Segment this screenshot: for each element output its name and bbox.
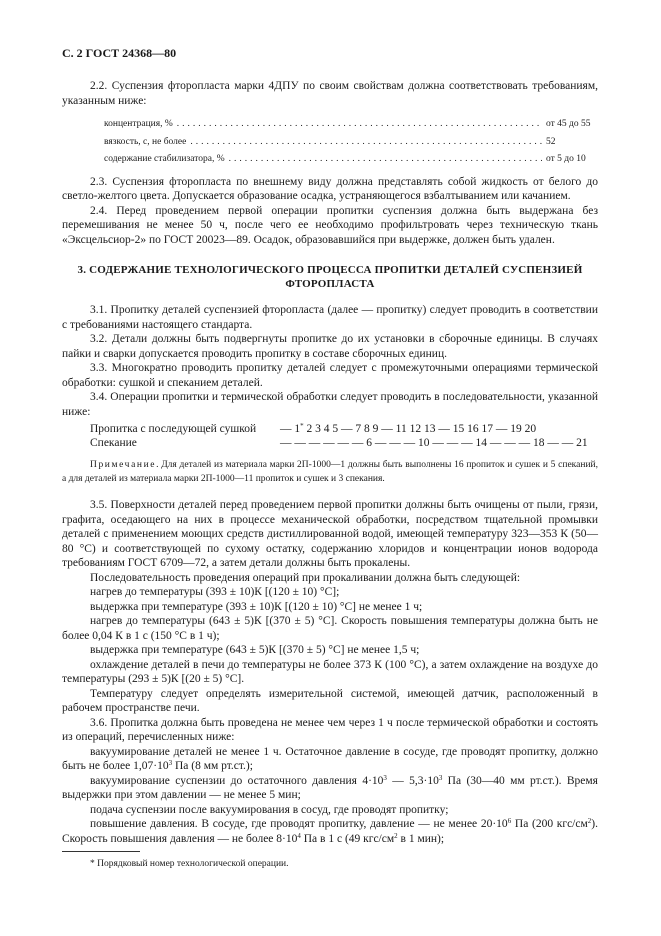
paragraph-3-4: 3.4. Операции пропитки и термической обработки следует проводить в последовательности, указанной ниже: bbox=[62, 391, 598, 418]
operation-pressure: повышение давления. В сосуде, где проводят пропитку, давление — не менее $20\cdot 10^6$ Па (200 кгс/$см^2$). Скорость повышения давления — не более $8\cdot 10^4$ Па в 1 с (49 кгс/$см^2$ в 1 мин); bbox=[62, 817, 598, 845]
dot-leader bbox=[177, 116, 542, 134]
paragraph-3-5: 3.5. Поверхности деталей перед проведением первой пропитки должны быть очищены от пыли, грязи, графита, оседающего на них в процессе механической обработки, посредством тщательной промывки деталей с применением моющих средств дистиллированной водой, имеющей температуру 323—353 К (50—80 °С) и соответствующей по сухому остатку, содержанию хлоридов и концентрации ионов водорода требованиям ГОСТ 6709—72, а затем детали должны быть прокалены. bbox=[62, 499, 598, 569]
calcination-step: выдержка при температуре (643 ± 5)К [(370 ± 5) °С] не менее 1,5 ч; bbox=[90, 644, 420, 656]
paragraph-2-2: 2.2. Суспензия фторопласта марки 4ДПУ по своим свойствам должна соответствовать требованиям, указанным ниже: bbox=[62, 80, 598, 107]
calcination-step: нагрев до температуры (393 ± 10)К [(120 ± 10) °С]; bbox=[90, 586, 340, 598]
operation-vacuum-parts: вакуумирование деталей не менее 1 ч. Остаточное давление в сосуде, где проводят пропитку, должно быть не более $1,07\cdot 10^3$ Па (8 мм рт.ст.); bbox=[62, 745, 598, 772]
calcination-step: охлаждение деталей в печи до температуры не более 373 К (100 °С), а затем охлаждение на воздухе до температуры (293 ± 5)К [(20 ± 5) °С]. bbox=[62, 658, 598, 685]
schedule-label-impregnation: Пропитка с последующей сушкой bbox=[90, 423, 257, 435]
footnote-mark: * bbox=[300, 422, 304, 430]
schedule-label-sintering: Спекание bbox=[90, 437, 137, 449]
operation-schedule bbox=[90, 422, 598, 450]
calcination-intro: Последовательность проведения операций при прокаливании должна быть следующей: bbox=[90, 571, 521, 584]
footnote-divider bbox=[62, 851, 140, 852]
paragraph-2-3: 2.3. Суспензия фторопласта по внешнему виду должна представлять собой жидкость от белого до светло-желтого цвета. Допускается образование осадка, устраняющегося взбалтыванием или качанием. bbox=[62, 175, 598, 202]
requirement-value: от 5 до 10 bbox=[546, 154, 586, 164]
document-page bbox=[62, 46, 598, 871]
requirement-label: содержание стабилизатора, % bbox=[104, 154, 225, 164]
footnote: * Порядковый номер технологической операции. bbox=[90, 859, 289, 869]
requirement-row bbox=[104, 151, 598, 169]
schedule-seq-sintering: — — — — — — 6 — — — 10 — — — 14 — — — 18 — — 21 bbox=[280, 437, 588, 449]
dot-leader bbox=[229, 151, 542, 169]
section-title: 3. СОДЕРЖАНИЕ ТЕХНОЛОГИЧЕСКОГО ПРОЦЕССА ПРОПИТКИ ДЕТАЛЕЙ СУСПЕНЗИЕЙ ФТОРОПЛАСТА bbox=[77, 264, 583, 290]
requirement-label: концентрация, % bbox=[104, 119, 173, 129]
paragraph-3-2: 3.2. Детали должны быть подвергнуты пропитке до их установки в сборочные единицы. В случаях пайки и сварки допускается проводить пропитку в составе сборочных единиц. bbox=[62, 333, 598, 360]
operation-feed: подача суспензии после вакуумирования в сосуд, где проводят пропитку; bbox=[90, 803, 449, 816]
paragraph-3-6: 3.6. Пропитка должна быть проведена не менее чем через 1 ч после термической обработки и состоять из операций, перечисленных ниже: bbox=[62, 716, 598, 743]
paragraph-3-1: 3.1. Пропитку деталей суспензией фторопласта (далее — пропитку) следует проводить в соответствии с требованиями настоящего стандарта. bbox=[62, 304, 598, 331]
requirement-label: вязкость, с, не более bbox=[104, 136, 187, 147]
note-label: Примечание bbox=[90, 460, 157, 470]
requirement-value: 52 bbox=[546, 136, 556, 147]
page-header: С. 2 ГОСТ 24368—80 bbox=[62, 46, 177, 60]
note-text: . Для деталей из материала марки 2П-1000—1 должны быть выполнены 16 пропиток и сушек и 5 спеканий, а для деталей из материала марки 2П-1000—11 пропиток и сушек и 3 спекания. bbox=[62, 460, 598, 484]
dot-leader bbox=[190, 134, 542, 152]
requirement-row bbox=[104, 134, 598, 152]
requirements-list bbox=[104, 116, 598, 169]
temperature-note: Температуру следует определять измерительной системой, имеющей датчик, расположенный в рабочем пространстве печи. bbox=[62, 687, 598, 714]
paragraph-2-4: 2.4. Перед проведением первой операции пропитки суспензия должна быть выдержана без перемешивания не менее 50 ч, после чего ее необходимо профильтровать через техническую ткань «Эксцельсиор-2» по ГОСТ 20023—89. Осадок, образовавшийся при выдержке, должен быть удален. bbox=[62, 204, 598, 246]
operation-vacuum-suspension: вакуумирование суспензии до остаточного давления $4\cdot 10^3$ — $5,3\cdot 10^3$ Па (30—40 мм рт.ст.). Время выдержки при этом давлении — не менее 5 мин; bbox=[62, 773, 598, 801]
paragraph-3-3: 3.3. Многократно проводить пропитку деталей следует с промежуточными операциями термической обработки: сушкой и спеканием деталей. bbox=[62, 362, 598, 389]
requirement-value: от 45 до 55 bbox=[546, 119, 591, 129]
calcination-step: выдержка при температуре (393 ± 10)К [(120 ± 10) °С] не менее 1 ч; bbox=[90, 600, 423, 613]
schedule-seq-impregnation: — 1* 2 3 4 5 — 7 8 9 — 11 12 13 — 15 16 17 — 19 20 bbox=[280, 422, 537, 435]
note bbox=[62, 458, 598, 486]
requirement-row bbox=[104, 116, 598, 134]
calcination-step: нагрев до температуры (643 ± 5)К [(370 ± 5) °С]. Скорость повышения температуры должна быть не более 0,04 К в 1 с (150 °С в 1 ч); bbox=[62, 615, 598, 642]
